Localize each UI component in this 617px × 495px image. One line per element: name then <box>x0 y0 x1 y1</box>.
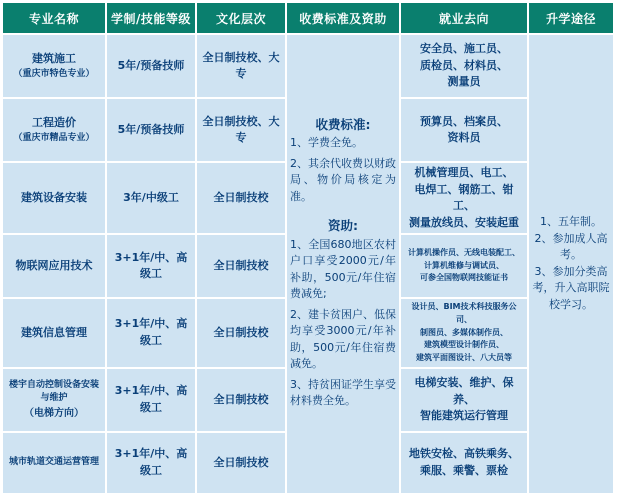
major-subtitle: （重庆市精品专业） <box>13 132 95 143</box>
aid-item: 1、全国680地区农村户口享受2000元/年补助，500元/年住宿费减免; <box>290 237 396 301</box>
aid-item: 2、建卡贫困户、低保均享受3000元/年补助，500元/年住宿费减免。 <box>290 307 396 371</box>
fee-title: 收费标准: <box>315 117 371 133</box>
major-jobs: 预算员、档案员、 资料员 <box>401 99 527 161</box>
major-level: 全日制技校、大专 <box>197 35 285 97</box>
major-jobs: 机械管理员、电工、 电焊工、钢筋工、钳工、 测量放线员、安装起重 <box>401 163 527 233</box>
major-jobs: 安全员、施工员、 质检员、材料员、 测量员 <box>401 35 527 97</box>
major-name <box>3 99 105 161</box>
major-subtitle: （电梯方向） <box>24 407 84 419</box>
header-system: 学制/技能等级 <box>107 3 195 33</box>
major-jobs: 设计员、BIM技术科技服务公司、 制图员、多媒体制作员、 建筑模型设计制作员、 建筑平面图设计、八大员等 <box>401 299 527 367</box>
header-row <box>3 3 613 33</box>
major-level: 全日制技校 <box>197 369 285 431</box>
major-jobs: 电梯安装、维护、保养、 智能建筑运行管理 <box>401 369 527 431</box>
table-row <box>3 35 613 97</box>
major-jobs: 地铁安检、高铁乘务、 乘服、乘警、票检 <box>401 433 527 493</box>
majors-table <box>1 1 615 495</box>
major-name: 建筑设备安装 <box>3 163 105 233</box>
aid-title: 资助: <box>328 218 358 234</box>
major-level: 全日制技校 <box>197 433 285 493</box>
major-level: 全日制技校、大专 <box>197 99 285 161</box>
fee-cell <box>287 35 399 493</box>
header-major: 专业名称 <box>3 3 105 33</box>
major-name: 城市轨道交通运营管理 <box>3 433 105 493</box>
major-level: 全日制技校 <box>197 163 285 233</box>
header-jobs: 就业去向 <box>401 3 527 33</box>
major-system: 3+1年/中、高级工 <box>107 369 195 431</box>
header-advance: 升学途径 <box>529 3 613 33</box>
major-title: 建筑施工 <box>32 52 76 65</box>
major-title: 工程造价 <box>32 116 76 129</box>
major-jobs: 计算机操作员、无线电装配工、 计算机维修与调试员、 可参全国物联网技能证书 <box>401 235 527 297</box>
aid-item: 3、持贫困证学生享受材料费全免。 <box>290 377 396 408</box>
major-system: 5年/预备技师 <box>107 99 195 161</box>
advance-item: 2、参加成人高考。 <box>534 231 608 262</box>
advance-item: 3、参加分类高考，升入高职院校学习。 <box>532 264 610 311</box>
major-system: 3+1年/中、高级工 <box>107 235 195 297</box>
major-system: 5年/预备技师 <box>107 35 195 97</box>
advance-item: 1、五年制。 <box>540 215 602 229</box>
fee-item: 2、其余代收费以财政局、物价局核定为准。 <box>290 156 396 203</box>
major-title: 楼宇自动控制设备安装与维护 <box>8 379 99 404</box>
major-system: 3+1年/中、高级工 <box>107 299 195 367</box>
major-level: 全日制技校 <box>197 299 285 367</box>
fee-item: 1、学费全免。 <box>290 136 363 150</box>
header-level: 文化层次 <box>197 3 285 33</box>
major-system: 3年/中级工 <box>107 163 195 233</box>
major-level: 全日制技校 <box>197 235 285 297</box>
major-subtitle: （重庆市特色专业） <box>13 68 95 79</box>
major-name: 建筑信息管理 <box>3 299 105 367</box>
major-system: 3+1年/中、高级工 <box>107 433 195 493</box>
major-name <box>3 369 105 431</box>
major-name: 物联网应用技术 <box>3 235 105 297</box>
header-fee: 收费标准及资助 <box>287 3 399 33</box>
advance-cell <box>529 35 613 493</box>
major-name <box>3 35 105 97</box>
